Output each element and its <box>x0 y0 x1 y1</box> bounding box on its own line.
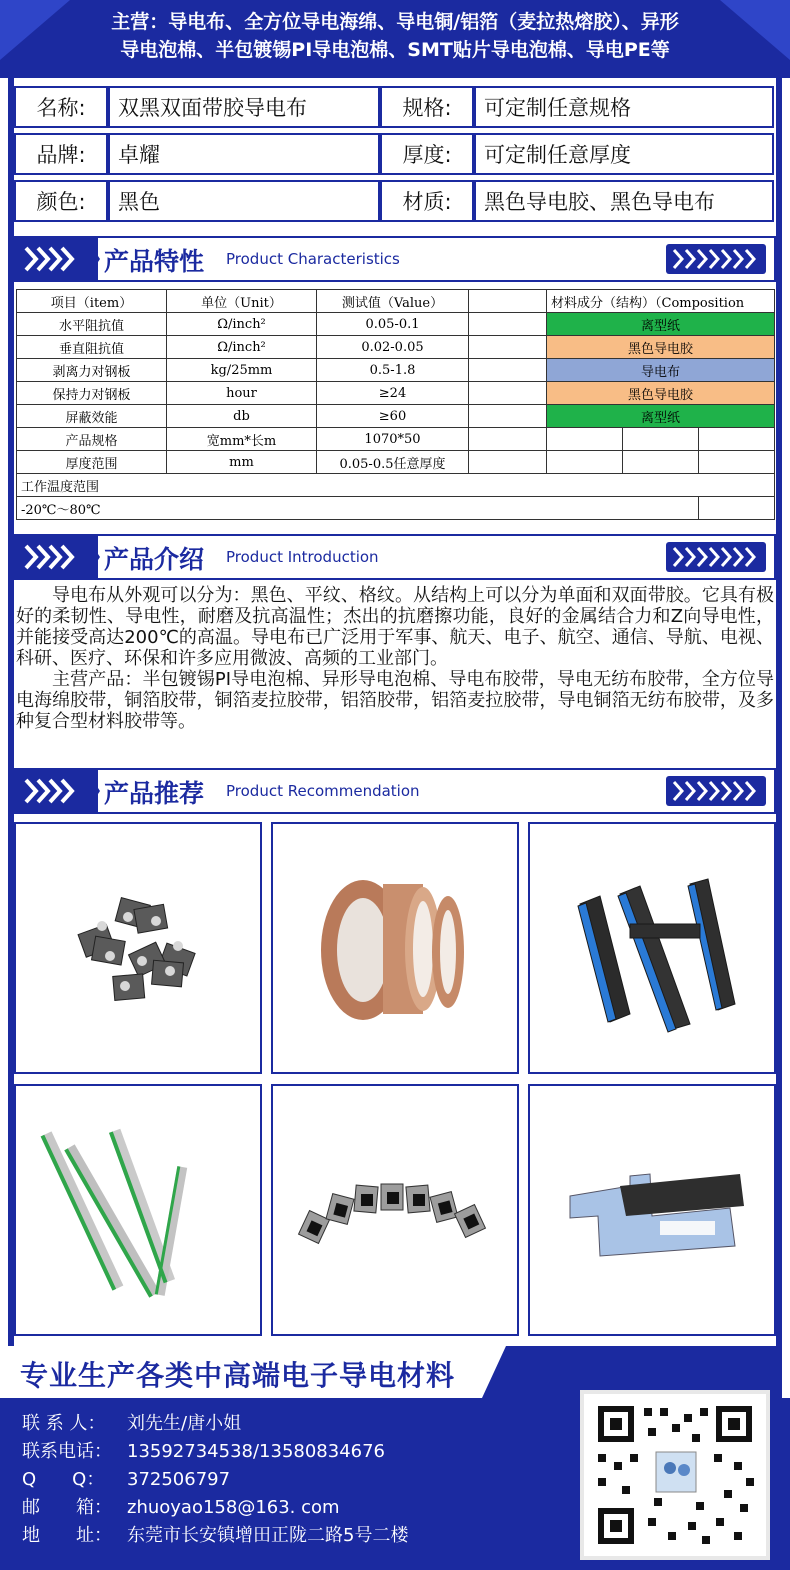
contact-footer <box>0 1398 790 1570</box>
cell-value: 1070*50 <box>317 428 469 451</box>
cell-unit: mm <box>167 451 317 474</box>
table-row <box>17 428 775 451</box>
cell-item: 厚度范围 <box>17 451 167 474</box>
info-value: 卓耀 <box>108 133 380 175</box>
cell-empty <box>699 428 775 451</box>
cell-unit: Ω/inch² <box>167 313 317 336</box>
contact-address: 东莞市长安镇增田正陇二路5号二楼 <box>127 1525 409 1546</box>
contact-row <box>22 1438 408 1466</box>
cell-item: 剥离力对钢板 <box>17 359 167 382</box>
product-image-smt-clips[interactable] <box>271 1084 519 1336</box>
banner-line-1: 主营：导电布、全方位导电海绵、导电铜/铝箔（麦拉热熔胶）、异形 <box>111 11 679 33</box>
product-image-smt-foam[interactable] <box>14 1084 262 1336</box>
header-cell: 测试值（Value） <box>317 290 469 313</box>
cell-item: 垂直阻抗值 <box>17 336 167 359</box>
cell-material: 黑色导电胶 <box>547 336 775 359</box>
section-subtitle: Product Recommendation <box>226 782 420 800</box>
cell-unit: Ω/inch² <box>167 336 317 359</box>
chevrons-left-icon <box>16 536 98 578</box>
info-key: 规格: <box>380 86 474 128</box>
section-subtitle: Product Characteristics <box>226 250 400 268</box>
cell-unit: hour <box>167 382 317 405</box>
section-title: 产品推荐 <box>104 779 205 808</box>
cell-value: ≥24 <box>317 382 469 405</box>
cell-value: 0.5-1.8 <box>317 359 469 382</box>
intro-paragraph: 主营产品：半包镀锡PI导电泡棉、异形导电泡棉、导电布胶带，导电无纺布胶带，全方位导电海绵胶带，铜箔胶带，铜箔麦拉胶带，铝箔胶带，铝箔麦拉胶带，导电铜箔无纺布胶带，及多种复合型材料胶带等。 <box>16 669 774 732</box>
info-value: 黑色 <box>108 180 380 222</box>
cell-empty <box>469 451 547 474</box>
info-key: 颜色: <box>14 180 108 222</box>
table-row <box>17 451 775 474</box>
info-row <box>14 133 776 175</box>
section-title: 产品特性 <box>104 247 205 276</box>
cell-empty <box>469 382 547 405</box>
cell-unit: 宽mm*长m <box>167 428 317 451</box>
section-header-introduction <box>14 534 776 580</box>
contact-row <box>22 1410 408 1438</box>
info-row <box>14 86 776 128</box>
cell-empty <box>699 451 775 474</box>
chevrons-left-icon <box>16 770 98 812</box>
info-value: 可定制任意厚度 <box>474 133 774 175</box>
contact-row <box>22 1466 408 1494</box>
contact-row <box>22 1494 408 1522</box>
contact-row <box>22 1522 408 1550</box>
info-value: 双黑双面带胶导电布 <box>108 86 380 128</box>
qr-code-icon <box>584 1394 766 1556</box>
header-cell: 单位（Unit） <box>167 290 317 313</box>
info-value: 可定制任意规格 <box>474 86 774 128</box>
contact-person: 刘先生/唐小姐 <box>127 1413 242 1434</box>
product-image-copper-tape[interactable] <box>271 822 519 1074</box>
cell-item: 屏蔽效能 <box>17 405 167 428</box>
cell-empty <box>623 451 699 474</box>
contact-label: 地 址： <box>22 1525 112 1546</box>
contact-qq[interactable]: 372506797 <box>127 1469 231 1490</box>
cell-temp-label: 工作温度范围 <box>17 474 775 497</box>
contact-label: 联系电话： <box>22 1441 112 1462</box>
qr-code[interactable] <box>580 1390 770 1560</box>
cell-material: 黑色导电胶 <box>547 382 775 405</box>
table-row <box>17 405 775 428</box>
info-key: 品牌: <box>14 133 108 175</box>
chevrons-right-icon <box>666 542 766 572</box>
cell-empty <box>469 359 547 382</box>
section-subtitle: Product Introduction <box>226 548 379 566</box>
table-row <box>17 474 775 497</box>
info-key: 厚度: <box>380 133 474 175</box>
info-value: 黑色导电胶、黑色导电布 <box>474 180 774 222</box>
section-header-characteristics <box>14 236 776 282</box>
section-header-recommendation <box>14 768 776 814</box>
cell-empty <box>699 497 775 520</box>
cell-empty <box>547 451 623 474</box>
header-banner <box>0 0 790 78</box>
cell-material: 离型纸 <box>547 405 775 428</box>
product-info-grid <box>14 86 776 227</box>
table-row <box>17 497 775 520</box>
slogan-text: 专业生产各类中高端电子导电材料 <box>20 1359 456 1392</box>
cell-value: 0.02-0.05 <box>317 336 469 359</box>
info-key: 材质: <box>380 180 474 222</box>
table-header-row <box>17 290 775 313</box>
cell-value: 0.05-0.1 <box>317 313 469 336</box>
contact-email[interactable]: zhuoyao158@163. com <box>127 1497 340 1518</box>
cell-empty <box>469 336 547 359</box>
cell-item: 水平阻抗值 <box>17 313 167 336</box>
cell-temp-value: -20℃～80℃ <box>17 497 699 520</box>
cell-item: 产品规格 <box>17 428 167 451</box>
chevrons-left-icon <box>16 238 98 280</box>
chevrons-right-icon <box>666 244 766 274</box>
cell-unit: kg/25mm <box>167 359 317 382</box>
contact-label: 联 系 人： <box>22 1413 106 1434</box>
intro-paragraph: 导电布从外观可以分为：黑色、平纹、格纹。从结构上可以分为单面和双面带胶。它具有极好的柔韧性、导电性，耐磨及抗高温性；杰出的抗磨擦功能，良好的金属结合力和Z向导电性，并能接受高达200℃的高温。导电布已广泛用于军事、航天、电子、航空、通信、导航、电视、科研、医疗、环保和许多应用微波、高频的工业部门。 <box>16 585 774 669</box>
cell-empty <box>623 428 699 451</box>
cell-material: 导电布 <box>547 359 775 382</box>
table-row <box>17 313 775 336</box>
table-row <box>17 336 775 359</box>
table-row <box>17 382 775 405</box>
info-key: 名称: <box>14 86 108 128</box>
header-cell <box>469 290 547 313</box>
cell-unit: db <box>167 405 317 428</box>
spec-table <box>16 289 774 521</box>
cell-empty <box>469 313 547 336</box>
cell-empty <box>547 428 623 451</box>
chevrons-right-icon <box>666 776 766 806</box>
cell-value: ≥60 <box>317 405 469 428</box>
cell-empty <box>469 405 547 428</box>
contact-list <box>22 1410 408 1550</box>
intro-text <box>16 585 774 732</box>
section-title: 产品介绍 <box>104 545 205 574</box>
cell-item: 保持力对钢板 <box>17 382 167 405</box>
cell-material: 离型纸 <box>547 313 775 336</box>
contact-phone[interactable]: 13592734538/13580834676 <box>127 1441 386 1462</box>
cell-empty <box>469 428 547 451</box>
contact-label: Q Q： <box>22 1469 105 1490</box>
banner-line-2: 导电泡棉、半包镀锡PI导电泡棉、SMT贴片导电泡棉、导电PE等 <box>120 39 670 61</box>
contact-label: 邮 箱： <box>22 1497 112 1518</box>
product-image-foam-pads[interactable] <box>14 822 262 1074</box>
info-row <box>14 180 776 222</box>
product-image-shaped-strips[interactable] <box>528 822 776 1074</box>
main-business-text <box>10 8 780 64</box>
header-cell: 材料成分（结构）（Composition <box>547 290 775 313</box>
cell-value: 0.05-0.5任意厚度 <box>317 451 469 474</box>
header-cell: 项目（item） <box>17 290 167 313</box>
product-image-diecut-parts[interactable] <box>528 1084 776 1336</box>
table-row <box>17 359 775 382</box>
